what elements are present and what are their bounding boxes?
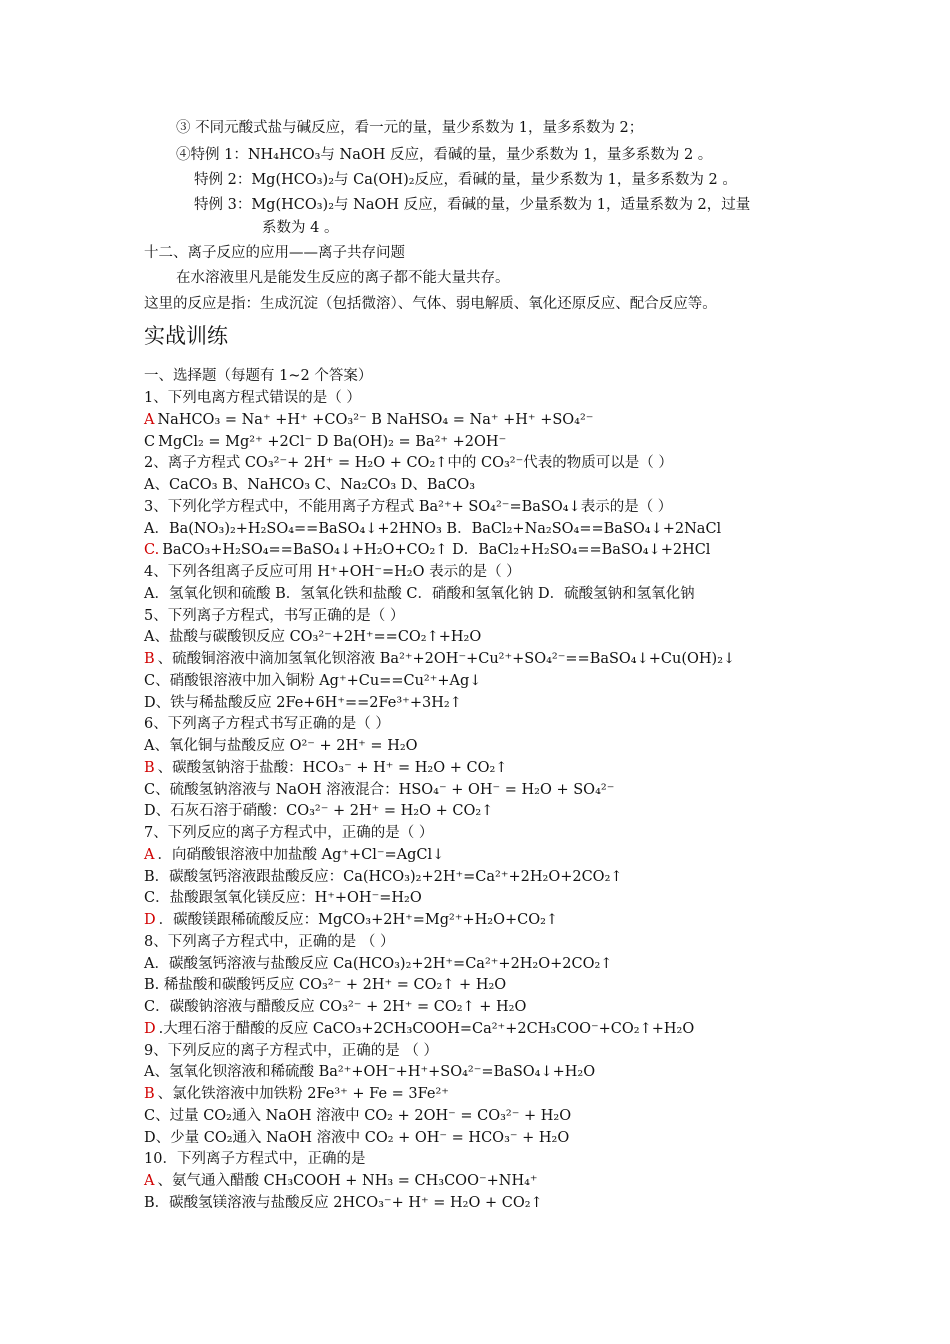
line-text: ．向硝酸银溶液中加盐酸 Ag⁺+Cl⁻=AgCl↓: [157, 847, 445, 863]
line-text: NaHCO₃ = Na⁺ +H⁺ +CO₃²⁻ B NaHSO₄ = Na⁺ +H⁺ +SO₄²⁻: [157, 412, 594, 428]
line-text: 8、下列离子方程式中，正确的是 （ ）: [144, 934, 395, 950]
option-marker: D: [144, 912, 156, 928]
line-text: 10．下列离子方程式中，正确的是: [144, 1151, 366, 1167]
option-marker: B: [144, 1086, 155, 1102]
line-text: ．碳酸镁跟稀硫酸反应：MgCO₃+2H⁺=Mg²⁺+H₂O+CO₂↑: [158, 912, 559, 928]
question-line: [144, 888, 422, 908]
question-line: [144, 780, 614, 800]
question-line: [144, 606, 404, 626]
line-text: 2、离子方程式 CO₃²⁻+ 2H⁺ = H₂O + CO₂↑中的 CO₃²⁻代表的物质可以是（ ）: [144, 455, 673, 471]
question-line: [144, 801, 493, 821]
line-text: B．碳酸氢钙溶液跟盐酸反应：Ca(HCO₃)₂+2H⁺=Ca²⁺+2H₂O+2CO₂↑: [144, 869, 623, 885]
line-text: A．Ba(NO₃)₂+H₂SO₄==BaSO₄↓+2HNO₃ B．BaCl₂+Na₂SO₄==BaSO₄↓+2NaCl: [144, 521, 722, 537]
line-text: B．碳酸氢镁溶液与盐酸反应 2HCO₃⁻+ H⁺ = H₂O + CO₂↑: [144, 1195, 543, 1211]
question-line: [144, 823, 433, 843]
line-text: 3、下列化学方程式中，不能用离子方程式 Ba²⁺+ SO₄²⁻=BaSO₄↓表示的是（ ）: [144, 499, 673, 515]
option-marker: C: [144, 434, 156, 450]
practice-title: 实战训练: [144, 324, 228, 348]
line-text: B. 稀盐酸和碳酸钙反应 CO₃²⁻ + 2H⁺ = CO₂↑ + H₂O: [144, 977, 507, 993]
line-text: 4、下列各组离子反应可用 H⁺+OH⁻=H₂O 表示的是（ ）: [144, 564, 521, 580]
option-marker: A: [144, 847, 155, 863]
question-line: [144, 671, 481, 691]
option-marker: B: [144, 760, 155, 776]
answer-option-line: [144, 845, 444, 865]
question-line: [144, 1193, 543, 1213]
question-line: [144, 475, 475, 495]
line-text: MgCl₂ = Mg²⁺ +2Cl⁻ D Ba(OH)₂ = Ba²⁺ +2OH⁻: [158, 434, 507, 450]
line-text: D、石灰石溶于硝酸：CO₃²⁻ + 2H⁺ = H₂O + CO₂↑: [144, 803, 494, 819]
section-12-paragraph-2: 这里的反应是指：生成沉淀（包括微溶）、气体、弱电解质、氧化还原反应、配合反应等。: [144, 296, 717, 312]
question-line: [144, 997, 526, 1017]
line-text: C、硫酸氢钠溶液与 NaOH 溶液混合：HSO₄⁻ + OH⁻ = H₂O + SO₄²⁻: [144, 782, 615, 798]
answer-option-line: [144, 1171, 538, 1191]
answer-option-line: [144, 432, 506, 452]
line-text: 1、下列电离方程式错误的是（ ）: [144, 390, 361, 406]
line-text: A．氢氧化钡和硫酸 B．氢氧化铁和盐酸 C．硝酸和氢氧化钠 D．硫酸氢钠和氢氧化钠: [144, 586, 695, 602]
part-1-heading: 一、选择题（每题有 1~2 个答案）: [144, 368, 373, 384]
option-marker: B: [144, 651, 155, 667]
question-line: [144, 584, 695, 604]
answer-option-line: [144, 410, 593, 430]
section-12-heading: 十二、离子反应的应用——离子共存问题: [144, 245, 405, 261]
question-line: [144, 954, 612, 974]
answer-option-line: [144, 540, 710, 560]
answer-option-line: [144, 1084, 449, 1104]
question-line: [144, 1128, 569, 1148]
line-text: C．盐酸跟氢氧化镁反应：H⁺+OH⁻=H₂O: [144, 890, 422, 906]
line-text: C、过量 CO₂通入 NaOH 溶液中 CO₂ + 2OH⁻ = CO₃²⁻ + H₂O: [144, 1108, 572, 1124]
line-text: 9、下列反应的离子方程式中，正确的是 （ ）: [144, 1043, 438, 1059]
special-case-2: 特例 2：Mg(HCO₃)₂与 Ca(OH)₂反应，看碱的量，量少系数为 1，量多系数为 2 。: [194, 172, 737, 188]
question-line: [144, 1149, 365, 1169]
question-line: [144, 1041, 438, 1061]
line-text: D、铁与稀盐酸反应 2Fe+6H⁺==2Fe³⁺+3H₂↑: [144, 695, 462, 711]
line-text: 5、下列离子方程式，书写正确的是（ ）: [144, 608, 405, 624]
question-line: [144, 867, 623, 887]
line-text: A、氧化铜与盐酸反应 O²⁻ + 2H⁺ = H₂O: [144, 738, 418, 754]
question-line: [144, 562, 521, 582]
line-text: 、碳酸氢钠溶于盐酸：HCO₃⁻ + H⁺ = H₂O + CO₂↑: [157, 760, 508, 776]
line-text: BaCO₃+H₂SO₄==BaSO₄↓+H₂O+CO₂↑ D．BaCl₂+H₂SO₄==BaSO₄↓+2HCl: [162, 542, 711, 558]
line-text: 、氨气通入醋酸 CH₃COOH + NH₃ = CH₃COO⁻+NH₄⁺: [157, 1173, 538, 1189]
line-text: C．碳酸钠溶液与醋酸反应 CO₃²⁻ + 2H⁺ = CO₂↑ + H₂O: [144, 999, 527, 1015]
option-marker: C.: [144, 542, 160, 558]
line-text: C、硝酸银溶液中加入铜粉 Ag⁺+Cu==Cu²⁺+Ag↓: [144, 673, 482, 689]
question-line: [144, 975, 506, 995]
line-text: 6、下列离子方程式书写正确的是（ ）: [144, 716, 390, 732]
question-line: [144, 519, 721, 539]
option-marker: D: [144, 1021, 156, 1037]
question-line: [144, 497, 672, 517]
question-line: [144, 388, 361, 408]
question-line: [144, 693, 462, 713]
answer-option-line: [144, 1019, 694, 1039]
answer-option-line: [144, 910, 558, 930]
option-marker: A: [144, 1173, 155, 1189]
answer-option-line: [144, 649, 735, 669]
line-text: 、硫酸铜溶液中滴加氢氧化钡溶液 Ba²⁺+2OH⁻+Cu²⁺+SO₄²⁻==BaSO₄↓+Cu(OH)₂↓: [157, 651, 736, 667]
section-12-paragraph-1: 在水溶液里凡是能发生反应的离子都不能大量共存。: [176, 270, 510, 286]
line-text: .大理石溶于醋酸的反应 CaCO₃+2CH₃COOH=Ca²⁺+2CH₃COO⁻+CO₂↑+H₂O: [158, 1021, 695, 1037]
question-line: [144, 453, 673, 473]
question-line: [144, 1062, 595, 1082]
question-line: [144, 627, 481, 647]
question-line: [144, 932, 394, 952]
line-text: A、氢氧化钡溶液和稀硫酸 Ba²⁺+OH⁻+H⁺+SO₄²⁻=BaSO₄↓+H₂O: [144, 1064, 596, 1080]
line-text: D、少量 CO₂通入 NaOH 溶液中 CO₂ + OH⁻ = HCO₃⁻ + H₂O: [144, 1130, 570, 1146]
rule-4-special-1: ④特例 1：NH₄HCO₃与 NaOH 反应，看碱的量，量少系数为 1，量多系数为 2 。: [176, 147, 713, 163]
question-line: [144, 736, 418, 756]
special-case-3-cont: 系数为 4 。: [262, 220, 339, 236]
rule-3-text: ③ 不同元酸式盐与碱反应，看一元的量，量少系数为 1，量多系数为 2；: [176, 120, 644, 136]
question-line: [144, 714, 390, 734]
line-text: 、氯化铁溶液中加铁粉 2Fe³⁺ + Fe = 3Fe²⁺: [157, 1086, 449, 1102]
answer-option-line: [144, 758, 507, 778]
option-marker: A: [144, 412, 155, 428]
line-text: A、盐酸与碳酸钡反应 CO₃²⁻+2H⁺==CO₂↑+H₂O: [144, 629, 482, 645]
special-case-3: 特例 3：Mg(HCO₃)₂与 NaOH 反应，看碱的量，少量系数为 1，适量系数为 2，过量: [194, 197, 751, 213]
line-text: 7、下列反应的离子方程式中，正确的是（ ）: [144, 825, 434, 841]
question-line: [144, 1106, 571, 1126]
line-text: A、CaCO₃ B、NaHCO₃ C、Na₂CO₃ D、BaCO₃: [144, 477, 476, 493]
line-text: A．碳酸氢钙溶液与盐酸反应 Ca(HCO₃)₂+2H⁺=Ca²⁺+2H₂O+2CO₂↑: [144, 956, 613, 972]
